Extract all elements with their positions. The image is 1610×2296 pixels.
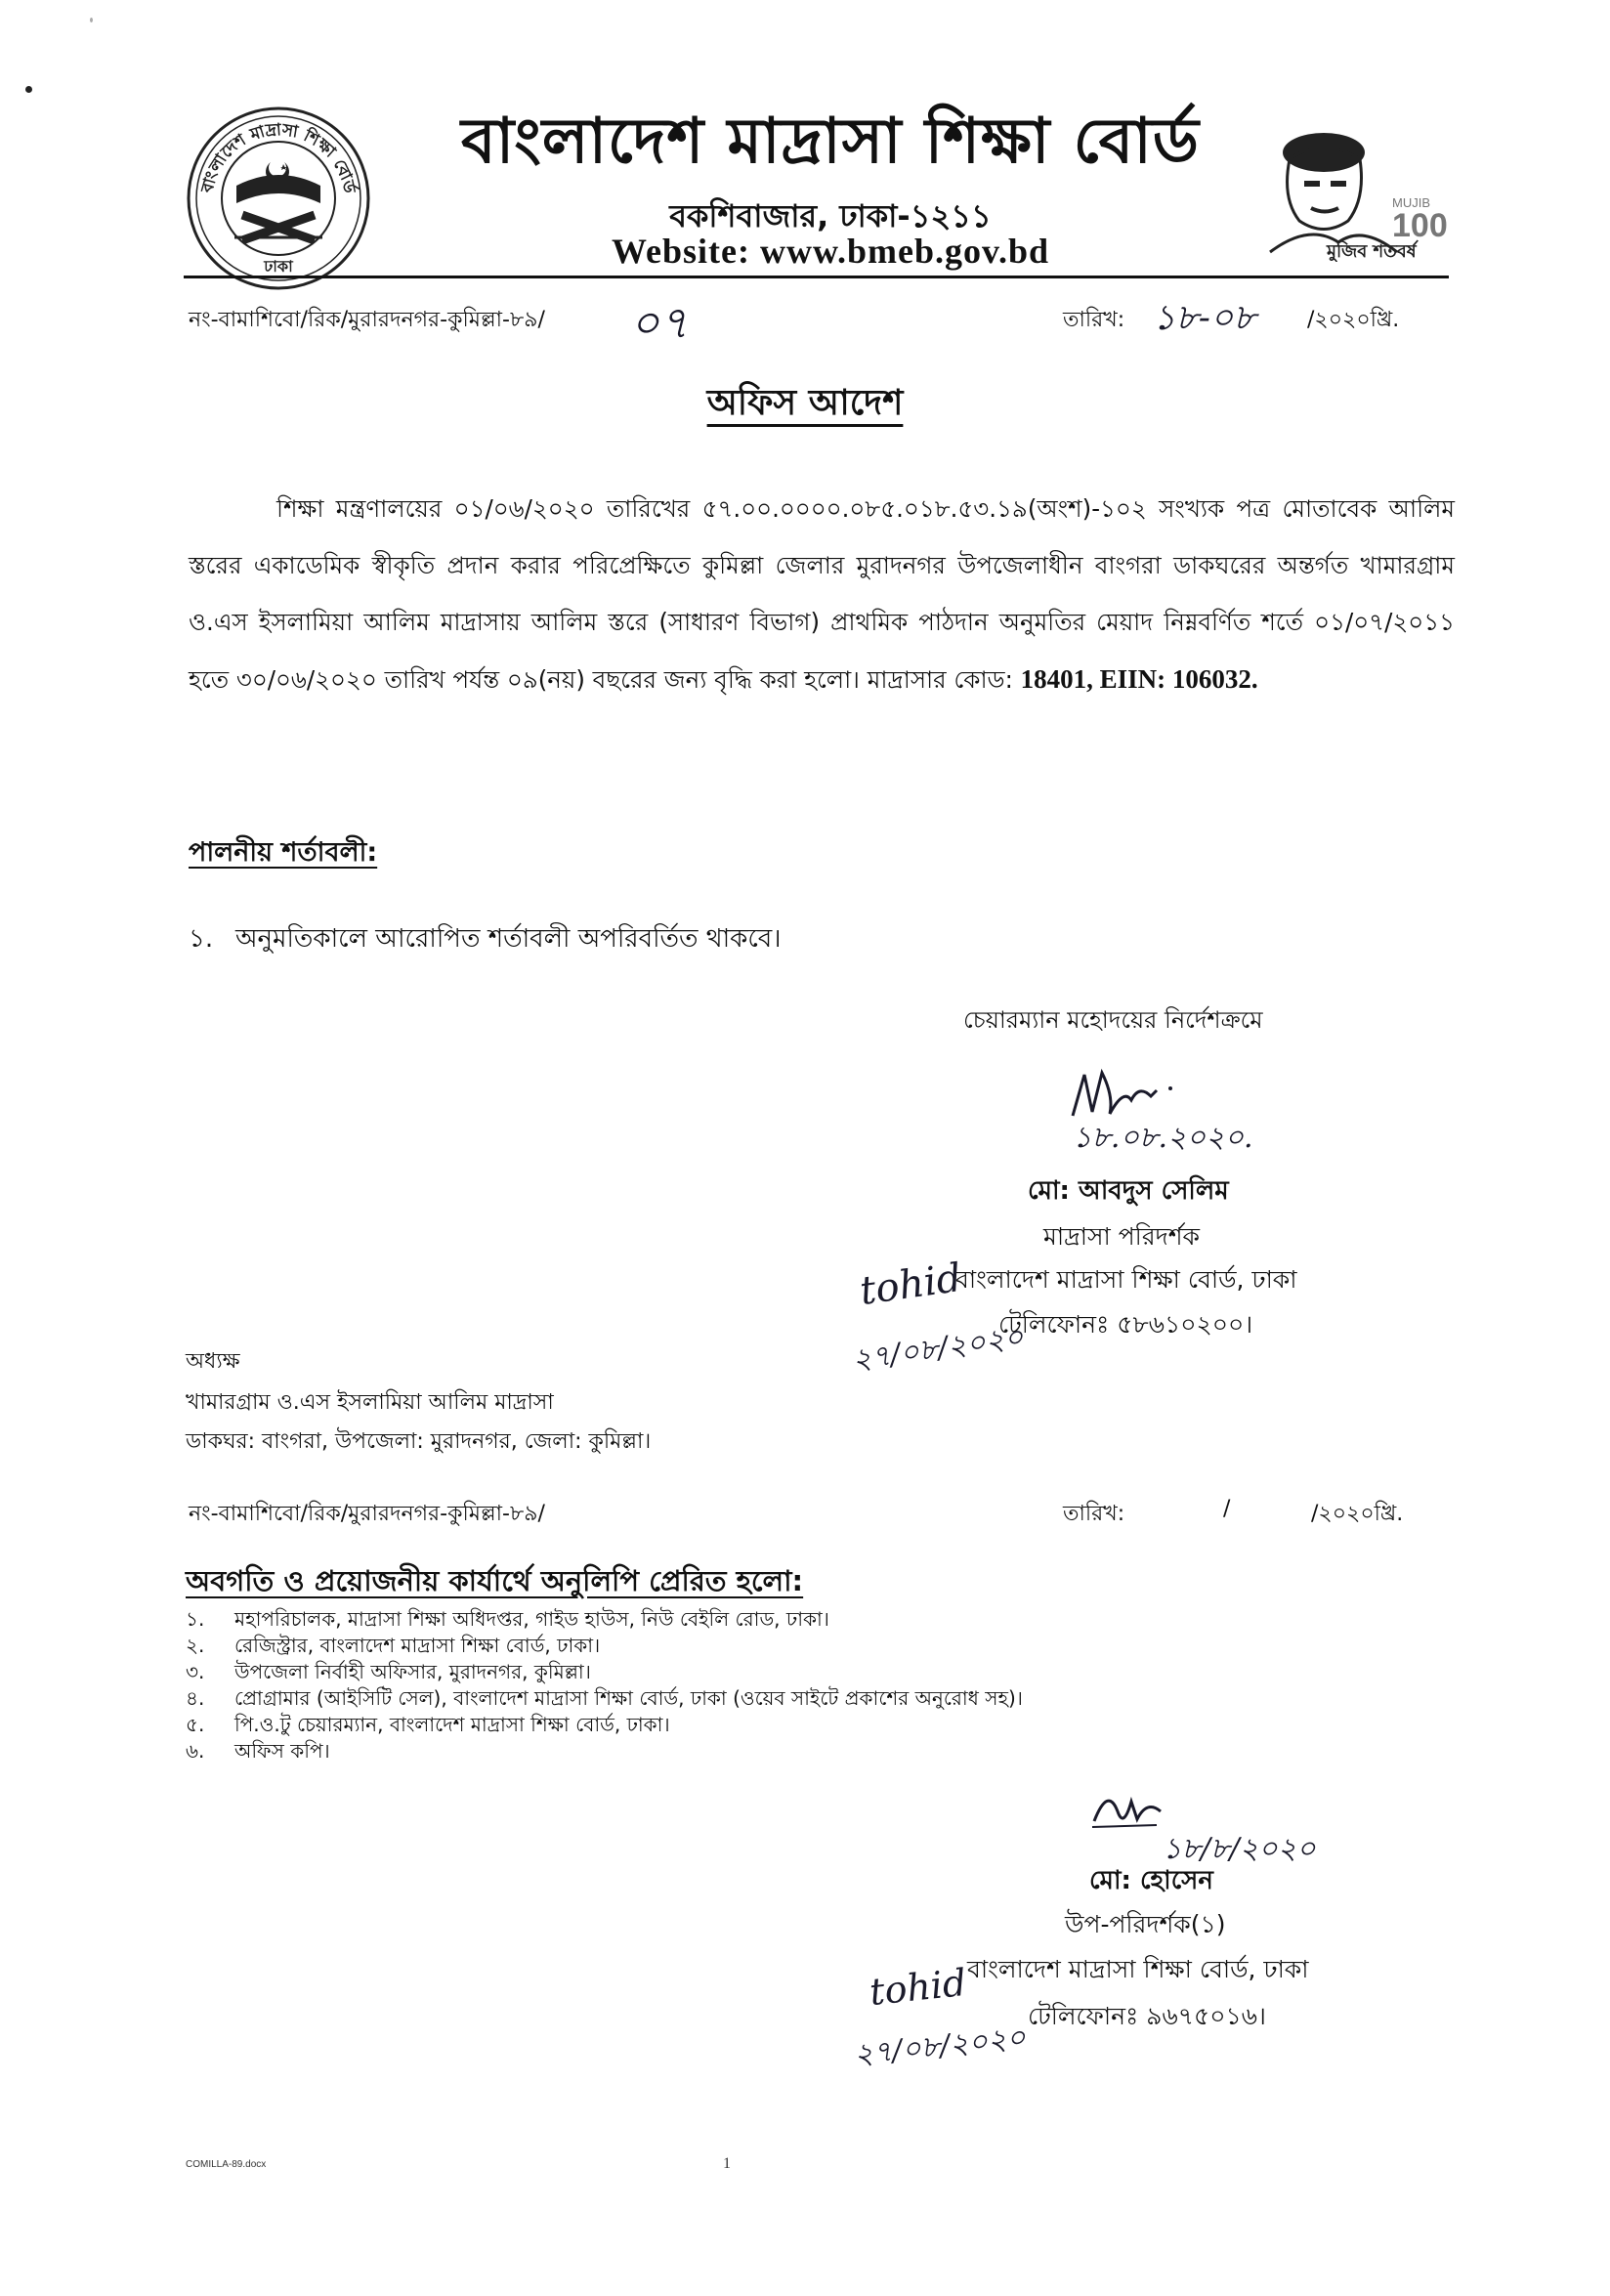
scan-speck (90, 18, 93, 22)
condition-text: অনুমতিকালে আরোপিত শর্তাবলী অপরিবর্তিত থাকবে। (235, 924, 782, 954)
recipient-institution: খামারগ্রাম ও.এস ইসলামিয়া আলিম মাদ্রাসা (186, 1390, 554, 1415)
signatory-1-name: মো: আবদুস সেলিম (1028, 1176, 1229, 1206)
madrasa-codes: 18401, EIIN: 106032. (1020, 664, 1258, 694)
signatory-1-designation: মাদ্রাসা পরিদর্শক (1043, 1222, 1200, 1251)
copy-text: অফিস কপি। (234, 1739, 330, 1763)
by-order-text: চেয়ারম্যান মহোদয়ের নির্দেশক্রমে (963, 1006, 1263, 1034)
signature-2-mark (1088, 1782, 1166, 1837)
signatory-2-designation: উপ-পরিদর্শক(১) (1065, 1910, 1226, 1938)
condition-number: ১. (189, 924, 214, 954)
memo-reference-handwritten: ০৭ (630, 296, 689, 349)
document-title: অফিস আদেশ (706, 383, 904, 423)
copies-heading: অবগতি ও প্রয়োজনীয় কার্যার্থে অনুলিপি প্রেরিত হলো: (186, 1564, 804, 1597)
recipient-title: অধ্যক্ষ (186, 1349, 240, 1374)
copy-text: মহাপরিচালক, মাদ্রাসা শিক্ষা অধিদপ্তর, গাইড হাউস, নিউ বেইলি রোড, ঢাকা। (234, 1607, 829, 1631)
copy-number: ৩. (186, 1660, 205, 1683)
memo-2-date-year: /২০২০খ্রি. (1311, 1502, 1404, 1526)
memo-date-year: /২০২০খ্রি. (1307, 308, 1400, 332)
copies-list (186, 1606, 1023, 1765)
copy-item (186, 1738, 1023, 1765)
organization-website: Website: www.bmeb.gov.bd (611, 232, 1050, 271)
board-seal-logo (186, 106, 371, 291)
signatory-2-name: মো: হোসেন (1089, 1866, 1213, 1895)
memo-2-reference: নং-বামাশিবো/রিক/মুরারদনগর-কুমিল্লা-৮৯/ (189, 1502, 545, 1526)
recipient-address: ডাকঘর: বাংগরা, উপজেলা: মুরাদনগর, জেলা: কুমিল্লা। (186, 1429, 652, 1454)
scan-speck (25, 86, 32, 93)
copy-item (186, 1712, 1023, 1738)
copy-item (186, 1606, 1023, 1633)
signature-1-date: ১৮.০৮.২০২০. (1073, 1121, 1253, 1155)
signatory-2-office: বাংলাদেশ মাদ্রাসা শিক্ষা বোর্ড, ঢাকা (967, 1955, 1309, 1983)
footer-page-number: 1 (723, 2155, 731, 2172)
copy-item (186, 1685, 1023, 1712)
initial-2-handwritten: tohid (867, 1960, 969, 2015)
organization-address: বকশিবাজার, ঢাকা-১২১১ (669, 197, 992, 234)
copy-number: ৪. (186, 1686, 205, 1710)
seal-arc-text: বাংলাদেশ মাদ্রাসা শিক্ষা বোর্ড (197, 120, 360, 195)
copy-text: উপজেলা নির্বাহী অফিসার, মুরাদনগর, কুমিল্লা। (234, 1660, 591, 1683)
mujib-logo-text: মুজিব শতবর্ষ (1327, 241, 1417, 262)
copy-item (186, 1659, 1023, 1685)
memo-reference: নং-বামাশিবো/রিক/মুরারদনগর-কুমিল্লা-৮৯/ (189, 308, 545, 332)
initial-2-date: ২৭/০৮/২০২০ (852, 2020, 1028, 2073)
conditions-heading: পালনীয় শর্তাবলী: (189, 837, 378, 868)
organization-name: বাংলাদেশ মাদ্রাসা শিক্ষা বোর্ড (461, 106, 1200, 178)
copy-item (186, 1633, 1023, 1659)
signatory-1-office: বাংলাদেশ মাদ্রাসা শিক্ষা বোর্ড, ঢাকা (955, 1265, 1297, 1294)
initial-1-handwritten: tohid (857, 1254, 965, 1315)
seal-city-text: ঢাকা (264, 257, 293, 276)
condition-item (189, 918, 782, 961)
copy-text: রেজিস্ট্রার, বাংলাদেশ মাদ্রাসা শিক্ষা বোর্ড, ঢাকা। (234, 1634, 601, 1657)
header-divider (184, 276, 1449, 278)
memo-2-date-slash: / (1223, 1497, 1231, 1521)
signatory-1-phone: টেলিফোনঃ ৫৮৬১০২০০। (998, 1310, 1253, 1339)
copy-number: ৫. (186, 1713, 205, 1736)
mujib-caption-number: 100 (1392, 207, 1448, 244)
copy-text: প্রোগ্রামার (আইসিটি সেল), বাংলাদেশ মাদ্রাসা শিক্ষা বোর্ড, ঢাকা (ওয়েব সাইটে প্রকাশের অনুরোধ সহ)। (234, 1686, 1023, 1710)
copy-number: ৬. (186, 1739, 205, 1763)
copy-number: ১. (186, 1607, 205, 1631)
copy-text: পি.ও.টু চেয়ারম্যান, বাংলাদেশ মাদ্রাসা শিক্ষা বোর্ড, ঢাকা। (234, 1713, 670, 1736)
order-paragraph-text: শিক্ষা মন্ত্রণালয়ের ০১/০৬/২০২০ তারিখের ৫৭.০০.০০০০.০৮৫.০১৮.৫৩.১৯(অংশ)-১০২ সংখ্যক পত্র মোতাবেক আলিম স্তরের একাডেমিক স্বীকৃতি প্রদান করার পরিপ্রেক্ষিতে কুমিল্লা জেলার মুরাদনগর উপজেলাধীন বাংগরা ডাকঘরের অন্তর্গত খামারগ্রাম ও.এস ইসলামিয়া আলিম মাদ্রাসায় আলিম স্তরে (সাধারণ বিভাগ) প্রাথমিক পাঠদান অনুমতির মেয়াদ নিম্নবর্ণিত শর্তে ০১/০৭/২০১১ হতে ৩০/০৬/২০২০ তারিখ পর্যন্ত ০৯(নয়) বছরের জন্য বৃদ্ধি করা হলো। মাদ্রাসার কোড: (189, 494, 1455, 694)
mujib-caption-small: MUJIB (1392, 195, 1430, 210)
signatory-2-phone: টেলিফোনঃ ৯৬৭৫০১৬। (1028, 2002, 1266, 2030)
initial-1-date: ২৭/০৮/২০২০ (850, 1319, 1026, 1379)
document-title-wrap (0, 376, 1610, 435)
memo-2-date-label: তারিখ: (1063, 1502, 1125, 1526)
footer-file-name: COMILLA-89.docx (186, 2159, 267, 2170)
signature-2-date: ১৮/৮/২০২০ (1163, 1832, 1316, 1866)
order-paragraph (189, 481, 1455, 708)
memo-date-label: তারিখ: (1063, 308, 1125, 332)
copy-number: ২. (186, 1634, 205, 1657)
memo-date-handwritten: ১৮-০৮ (1153, 298, 1256, 338)
